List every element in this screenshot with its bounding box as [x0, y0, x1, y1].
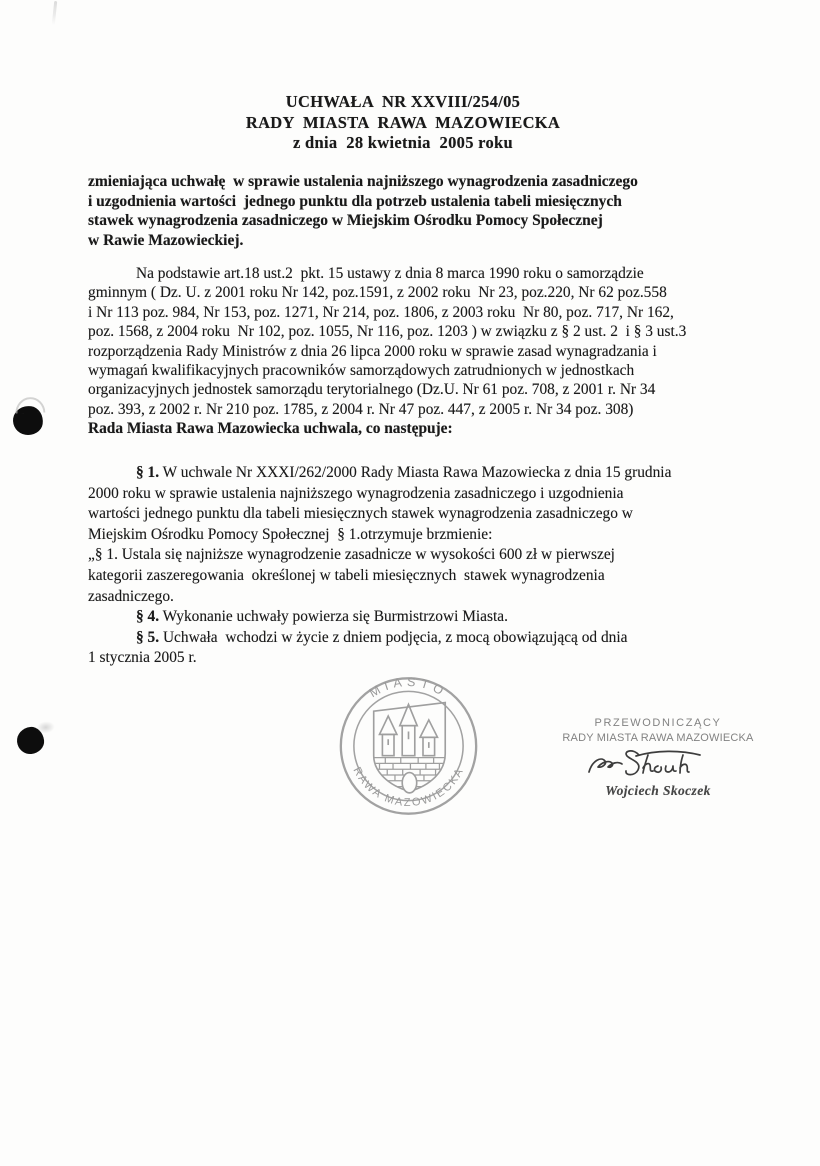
legal-basis-text: Na podstawie art.18 ust.2 pkt. 15 ustawy z dnia 8 marca 1990 roku o samorządzie [136, 265, 644, 282]
section-1-line: Miejskim Ośrodku Pomocy Społecznej § 1.otrzymuje brzmienie: [88, 525, 493, 543]
hole-punch-mark-bottom [16, 726, 46, 756]
subject-line: w Rawie Mazowieckiej. [88, 232, 244, 250]
section-5-line [88, 628, 788, 649]
resolution-sections [88, 463, 788, 669]
section-5-marker: § 5. [136, 628, 160, 646]
section-1-line [88, 463, 788, 484]
subject-line: i uzgodnienia wartości jednego punktu dla potrzeb ustalenia tabeli miesięcznych [88, 192, 622, 210]
section-4-marker: § 4. [136, 608, 160, 626]
subject-line: zmieniająca uchwałę w sprawie ustalenia najniższego wynagrodzenia zasadniczego [88, 173, 638, 190]
section-4-line [88, 607, 788, 628]
signature-block [552, 716, 764, 799]
city-seal-stamp [336, 670, 481, 822]
hole-punch-mark-top [11, 404, 45, 437]
section-1-line: wartości jednego punktu dla tabeli miesięcznych stawek wynagrodzenia zasadniczego w [88, 505, 633, 523]
legal-basis-line: poz. 393, z 2002 r. Nr 210 poz. 1785, z 2004 r. Nr 47 poz. 447, z 2005 r. Nr 34 poz. 308) [88, 400, 634, 418]
section-1-marker: § 1. [136, 464, 160, 481]
section-1-quoted-line: kategorii zaszeregowania określonej w tabeli miesięcznych stawek wynagrodzenia [88, 566, 605, 584]
stamp-bottom-text: RAWA MAZOWIECKA [350, 765, 467, 810]
section-1-line: 2000 roku w sprawie ustalenia najniższego wynagrodzenia zasadniczego i uzgodnienia [88, 484, 624, 502]
stamp-top-text: MIASTO [366, 674, 451, 701]
document-title-block [0, 92, 813, 154]
subject-line: stawek wynagrodzenia zasadniczego w Miejskim Ośrodku Pomocy Społecznej [88, 212, 603, 230]
signer-title-line1: PRZEWODNICZĄCY [594, 717, 722, 729]
resolution-intro-line: Rada Miasta Rawa Mazowiecka uchwala, co następuje: [88, 420, 453, 438]
legal-basis-line: poz. 1568, z 2004 roku Nr 102, poz. 1055, Nr 116, poz. 1203 ) w związku z § 2 ust. 2 i § 3 ust.3 [88, 323, 687, 341]
legal-basis-line: organizacyjnych jednostek samorządu terytorialnego (Dz.U. Nr 61 poz. 708, z 2001 r. Nr 34 [88, 381, 656, 399]
section-4-text: Wykonanie uchwały powierza się Burmistrzowi Miasta. [159, 608, 508, 626]
title-resolution-number: UCHWAŁA NR XXVIII/254/05 [285, 92, 521, 111]
section-5-text: Uchwała wchodzi w życie z dniem podjęcia, z mocą obowiązującą od dnia [159, 628, 628, 646]
handwritten-signature [586, 747, 710, 783]
subject-paragraph [88, 172, 778, 251]
legal-basis-line: wymagań kwalifikacyjnych pracowników samorządowych zatrudnionych w jednostkach [88, 362, 635, 380]
coat-of-arms-shield [374, 703, 446, 793]
legal-basis-paragraph [88, 264, 788, 439]
section-1-quoted-line: zasadniczego. [88, 587, 174, 605]
title-date: z dnia 28 kwietnia 2005 roku [292, 133, 514, 152]
legal-basis-line: gminnym ( Dz. U. z 2001 roku Nr 142, poz.1591, z 2002 roku Nr 23, poz.220, Nr 62 poz.558 [88, 284, 667, 302]
legal-basis-line [88, 264, 788, 283]
legal-basis-line: rozporządzenia Rady Ministrów z dnia 26 lipca 2000 roku w sprawie zasad wynagradzania i [88, 342, 657, 360]
section-5-line: 1 stycznia 2005 r. [88, 649, 197, 667]
section-1-quoted-line: „§ 1. Ustala się najniższe wynagrodzenie zasadnicze w wysokości 600 zł w pierwszej [88, 546, 615, 564]
section-1-text: W uchwale Nr XXXI/262/2000 Rady Miasta Rawa Mazowiecka z dnia 15 grudnia [159, 464, 672, 481]
signer-name: Wojciech Skoczek [605, 783, 711, 798]
title-council-name: RADY MIASTA RAWA MAZOWIECKA [245, 112, 561, 132]
scan-smudge-artifact [52, 1, 57, 25]
signer-title-line2: RADY MIASTA RAWA MAZOWIECKA [562, 732, 754, 744]
legal-basis-line: i Nr 113 poz. 984, Nr 153, poz. 1271, Nr 214, poz. 1806, z 2003 roku Nr 80, poz. 717, Nr 162, [88, 303, 674, 321]
